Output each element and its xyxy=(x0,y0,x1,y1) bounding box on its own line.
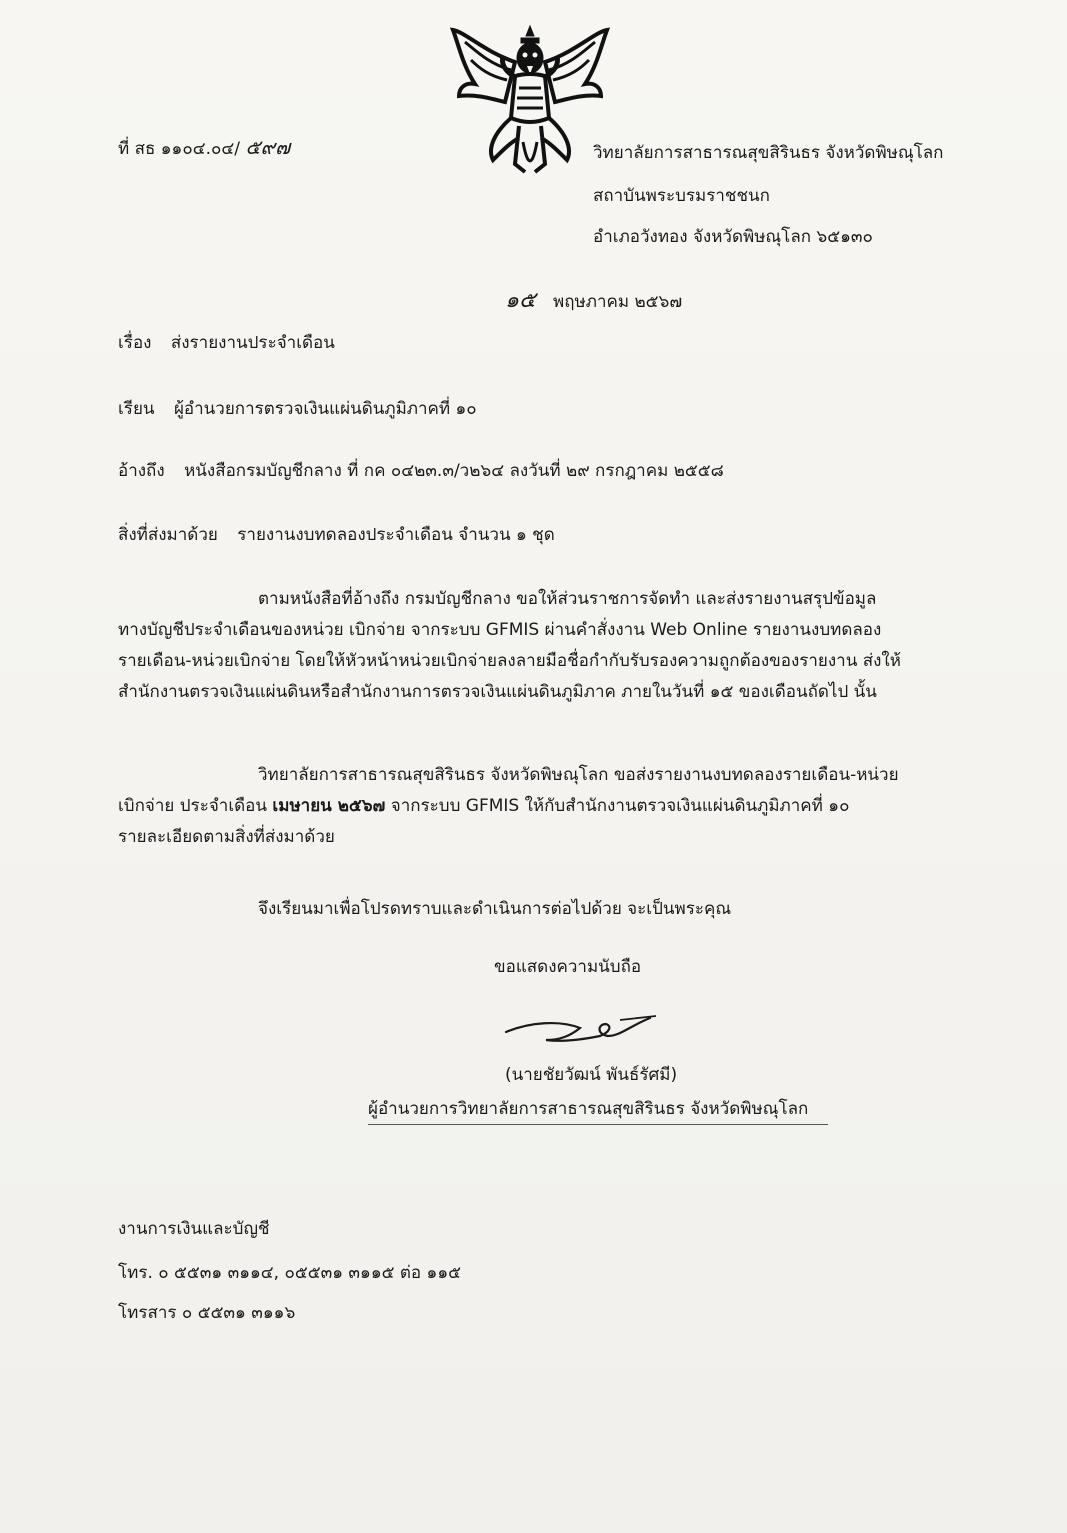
recipient-text: ผู้อำนวยการตรวจเงินแผ่นดินภูมิภาคที่ ๑๐ xyxy=(173,399,477,419)
reference-line xyxy=(118,460,724,482)
date-month-year: พฤษภาคม ๒๕๖๗ xyxy=(553,292,683,312)
paragraph-line: ทางบัญชีประจำเดือนของหน่วย เบิกจ่าย จากระบบ GFMIS ผ่านคำสั่งงาน Web Online รายงานงบทดลอง xyxy=(118,620,882,640)
body-paragraph-2 xyxy=(118,760,948,853)
signer-name: (นายชัยวัฒน์ พันธ์รัศมี) xyxy=(505,1065,678,1085)
garuda-emblem-icon xyxy=(445,22,615,182)
footer-department: งานการเงินและบัญชี xyxy=(118,1219,270,1239)
enclosure-line xyxy=(118,524,555,546)
paragraph-line: รายละเอียดตามสิ่งที่ส่งมาด้วย xyxy=(118,827,335,847)
recipient-line xyxy=(118,398,477,420)
subject-label: เรื่อง xyxy=(118,333,152,353)
paragraph-line: ตามหนังสือที่อ้างถึง กรมบัญชีกลาง ขอให้ส่วนราชการจัดทำ และส่งรายงานสรุปข้อมูล xyxy=(258,589,877,609)
paragraph-line: วิทยาลัยการสาธารณสุขสิรินธร จังหวัดพิษณุโลก ขอส่งรายงานงบทดลองรายเดือน-หน่วย xyxy=(258,765,899,785)
month-suffix: จากระบบ GFMIS ให้กับสำนักงานตรวจเงินแผ่นดินภูมิภาคที่ ๑๐ xyxy=(385,796,850,816)
footer-telephone: โทร. ๐ ๕๕๓๑ ๓๑๑๔, ๐๕๕๓๑ ๓๑๑๕ ต่อ ๑๑๕ xyxy=(118,1263,461,1283)
footer-fax: โทรสาร ๐ ๕๕๓๑ ๓๑๑๖ xyxy=(118,1303,296,1323)
regards: ขอแสดงความนับถือ xyxy=(494,957,642,977)
sender-address: อำเภอวังทอง จังหวัดพิษณุโลก ๖๕๑๓๐ xyxy=(593,227,873,247)
paragraph-line: สำนักงานตรวจเงินแผ่นดินหรือสำนักงานการตรวจเงินแผ่นดินภูมิภาค ภายในวันที่ ๑๕ ของเดือนถัดไป นั้น xyxy=(118,682,877,702)
body-paragraph-1 xyxy=(118,584,948,708)
sender-parent-org: สถาบันพระบรมราชชนก xyxy=(593,186,770,206)
reference-handwritten-number: ๕๙๗ xyxy=(245,135,291,159)
signer-title: ผู้อำนวยการวิทยาลัยการสาธารณสุขสิรินธร จังหวัดพิษณุโลก xyxy=(368,1099,809,1119)
reference-number xyxy=(118,136,290,160)
signature-icon xyxy=(500,1010,660,1050)
subject-line xyxy=(118,332,335,354)
sender-institution: วิทยาลัยการสาธารณสุขสิรินธร จังหวัดพิษณุโลก xyxy=(593,143,944,163)
letter-date xyxy=(505,290,682,313)
subject-text: ส่งรายงานประจำเดือน xyxy=(170,333,335,353)
reference-text: หนังสือกรมบัญชีกลาง ที่ กค ๐๔๒๓.๓/ว๒๖๔ ลงวันที่ ๒๙ กรกฎาคม ๒๕๕๘ xyxy=(184,461,724,481)
enclosure-label: สิ่งที่ส่งมาด้วย xyxy=(118,525,218,545)
signature-underline xyxy=(368,1124,828,1125)
closing-sentence: จึงเรียนมาเพื่อโปรดทราบและดำเนินการต่อไปด้วย จะเป็นพระคุณ xyxy=(258,899,732,919)
enclosure-text: รายงานงบทดลองประจำเดือน จำนวน ๑ ชุด xyxy=(237,525,555,545)
recipient-label: เรียน xyxy=(118,399,155,419)
report-month: เมษายน ๒๕๖๗ xyxy=(272,796,386,816)
reference-label: อ้างถึง xyxy=(118,461,165,481)
date-day-handwritten: ๑๕ xyxy=(505,288,536,313)
reference-prefix: ที่ สธ ๑๑๐๔.๐๔/ xyxy=(118,139,240,159)
paragraph-line xyxy=(118,791,948,822)
paragraph-line: รายเดือน-หน่วยเบิกจ่าย โดยให้หัวหน้าหน่วยเบิกจ่ายลงลายมือชื่อกำกับรับรองความถูกต้องของรายงาน ส่งให้ xyxy=(118,651,901,671)
month-prefix: เบิกจ่าย ประจำเดือน xyxy=(118,796,273,816)
